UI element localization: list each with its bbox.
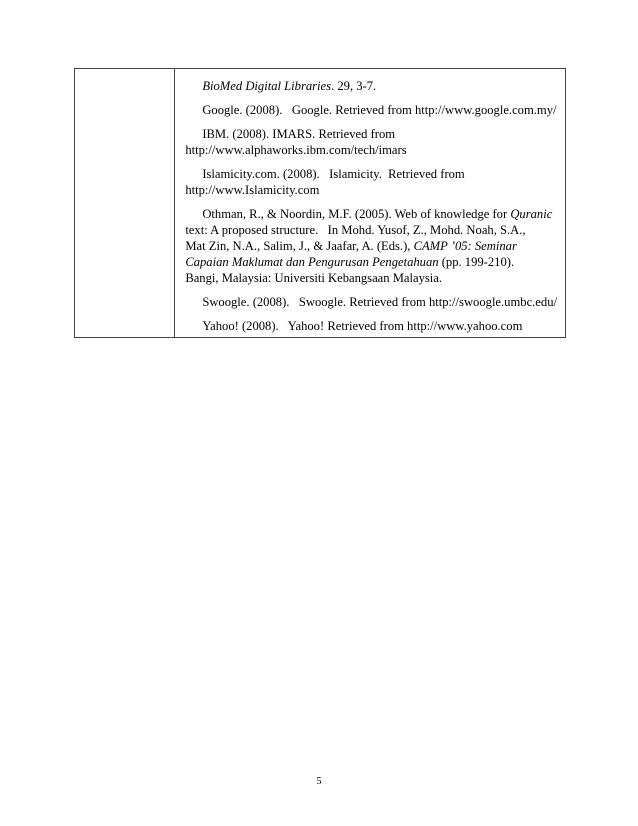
reference-table [74,68,566,338]
reference-list [175,69,565,337]
reference-text: Yahoo! (2008). Yahoo! Retrieved from http://www.yahoo.com [202,319,523,333]
reference-pages: (pp. 199-210). [438,255,515,269]
reference-url: http://www.Islamicity.com [185,183,320,197]
reference-ibm [185,126,557,158]
reference-line-1: Othman, R., & Noordin, M.F. (2005). Web of knowledge for [202,207,511,221]
reference-islamicity [185,166,557,198]
reference-line-3: Mat Zin, N.A., Salim, J., & Jaafar, A. (Eds.), [185,239,414,253]
journal-details: . 29, 3-7. [331,79,377,93]
reference-othman [185,206,557,286]
reference-publisher: Bangi, Malaysia: Universiti Kebangsaan Malaysia. [185,271,443,285]
reference-url: http://www.alphaworks.ibm.com/tech/imars [185,143,407,157]
reference-biomed-continuation [185,78,557,94]
reference-google [185,102,557,118]
table-left-column [75,69,175,337]
reference-text: Swoogle. (2008). Swoogle. Retrieved from http://swoogle.umbc.edu/ [202,295,557,309]
reference-line-2: text: A proposed structure. In Mohd. Yusof, Z., Mohd. Noah, S.A., [185,223,526,237]
reference-swoogle [185,294,557,310]
page-number: 5 [316,776,322,787]
proceedings-title-part-1: CAMP ’05: Seminar [413,239,517,253]
reference-line-1: Islamicity.com. (2008). Islamicity. Retrieved from [202,167,465,181]
reference-line-1: IBM. (2008). IMARS. Retrieved from [202,127,396,141]
reference-yahoo [185,318,557,334]
reference-text: Google. (2008). Google. Retrieved from http://www.google.com.my/ [202,103,557,117]
proceedings-title-part-2: Capaian Maklumat dan Pengurusan Pengetahuan [185,255,439,269]
reference-italic-term: Quranic [510,207,553,221]
journal-title: BioMed Digital Libraries [202,79,332,93]
